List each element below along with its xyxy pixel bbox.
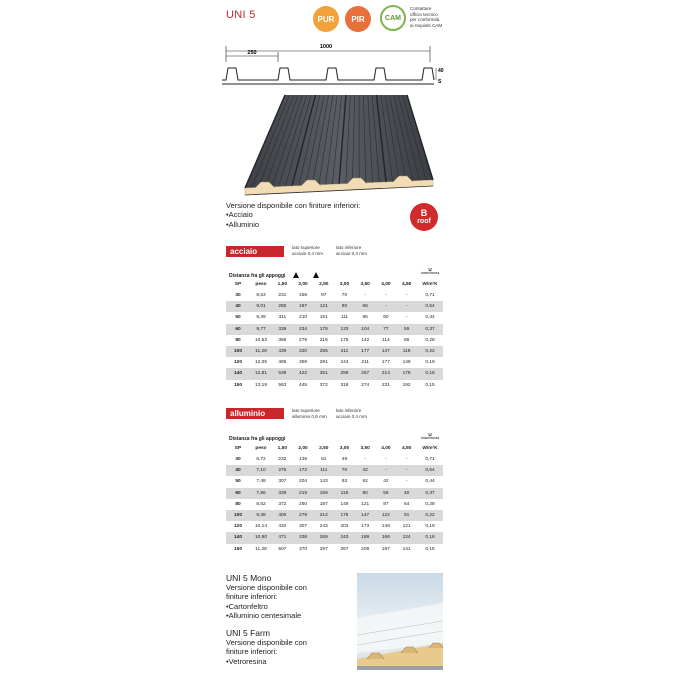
table-cell: 0,44 (425, 315, 435, 321)
table-cell: 173 (361, 524, 370, 530)
table-row (226, 476, 443, 487)
table-cell: - (405, 315, 408, 321)
table-row (226, 499, 443, 510)
column-header: peso (255, 282, 267, 287)
table-cell: 244 (340, 360, 349, 366)
table-cell: 121 (402, 524, 411, 530)
acciaio-lower-note: lato inferiore acciaio 0,4 mm (336, 245, 367, 256)
table-cell: 388 (278, 337, 287, 343)
table-cell: 12,05 (254, 360, 267, 366)
table-cell: 320 (293, 346, 314, 357)
table-cell: - (385, 457, 387, 463)
table-cell: 80 (235, 337, 241, 343)
table-cell: 118 (334, 488, 355, 499)
table-cell: 204 (299, 479, 308, 485)
table-cell: 0,37 (417, 324, 443, 335)
table-cell: 0,22 (417, 510, 443, 521)
table-cell: 7,48 (256, 479, 266, 485)
acciaio-tag: acciaio (226, 246, 284, 257)
table-cell: 104 (355, 324, 376, 335)
table-cell: 339 (272, 488, 293, 499)
table-cell: 120 (233, 524, 242, 530)
table-cell: 279 (293, 510, 314, 521)
table-cell: 50 (235, 479, 241, 485)
column-header: 3,00 (339, 282, 350, 287)
pur-badge: PUR (313, 6, 339, 32)
table-cell: - (376, 465, 397, 476)
table-cell: 0,16 (417, 532, 443, 543)
table-row (226, 290, 443, 301)
table-cell: 150 (233, 546, 242, 552)
column-header: 4,50 (401, 282, 412, 287)
table-cell: 211 (361, 360, 369, 366)
table-cell: 80 (235, 501, 241, 507)
alluminio-lower-note: lato inferiore acciaio 0,4 mm (336, 408, 367, 419)
table-cell: 11,28 (255, 546, 267, 552)
table-cell: - (405, 479, 408, 485)
pir-badge: PIR (345, 6, 371, 32)
table-cell: 121 (313, 301, 334, 312)
table-cell: 62 (362, 479, 368, 485)
table-cell: - (396, 301, 417, 312)
profile-diagram (222, 36, 444, 86)
table-cell: 40 (396, 488, 417, 499)
table-header-row (226, 443, 443, 454)
table-cell: 149 (381, 524, 390, 530)
alluminio-table (226, 443, 443, 555)
table-cell: - (405, 457, 408, 463)
table-cell: 274 (361, 382, 370, 388)
table-cell: 50 (235, 315, 241, 321)
acciaio-upper-note: lato superiore acciaio 0,4 mm (292, 245, 323, 256)
width-label: 1000 (319, 44, 333, 50)
table-cell: 91 (396, 510, 417, 521)
profile-outline (222, 68, 434, 80)
table-cell: 372 (278, 501, 287, 507)
table-cell: 192 (402, 382, 411, 388)
table-cell: 7,10 (250, 465, 272, 476)
table-cell: - (364, 457, 366, 463)
table-cell: 77 (376, 324, 397, 335)
table-cell: 120 (233, 360, 242, 366)
table-cell: 338 (293, 532, 314, 543)
table-cell: 42 (383, 479, 389, 485)
table-row (226, 357, 443, 368)
table-cell: 257 (355, 368, 376, 379)
table-cell: 0,71 (425, 457, 435, 463)
table-cell: - (385, 293, 387, 299)
table-cell: 0,15 (425, 382, 435, 388)
table-row (226, 454, 443, 465)
column-header: 4,50 (401, 446, 412, 451)
table-cell: 291 (319, 360, 328, 366)
table-row (226, 488, 443, 499)
table-cell: 64 (403, 501, 410, 507)
table-cell: 177 (355, 346, 376, 357)
table-cell: 307 (299, 524, 308, 530)
table-row (226, 335, 443, 346)
table-cell: 87 (383, 501, 389, 507)
table-cell: 209 (361, 546, 370, 552)
product-title: UNI 5 (226, 9, 256, 21)
farm-body: Versione disponibile con finiture inferiori: •Vetroresina (226, 638, 307, 666)
table-cell: 151 (319, 315, 328, 321)
column-header: 2,00 (298, 282, 308, 287)
thickness-label: S (438, 79, 442, 85)
table-cell: 178 (313, 324, 334, 335)
alluminio-upper-note: lato superiore alluminio 0,6 mm (292, 408, 327, 419)
table-cell: 299 (334, 368, 355, 379)
table-cell: 70 (334, 465, 355, 476)
table-cell: 276 (272, 465, 293, 476)
mono-title: UNI 5 Mono (226, 573, 272, 583)
table-cell: 114 (382, 337, 390, 343)
table-cell: 100 (226, 346, 250, 357)
table-cell: 149 (340, 501, 349, 507)
table-cell: 0,44 (425, 479, 435, 485)
table-cell: 86 (403, 337, 410, 343)
table-cell: 189 (355, 532, 376, 543)
table-row (226, 346, 443, 357)
table-row (226, 544, 443, 555)
table-cell: 231 (278, 293, 287, 299)
table-cell: 177 (381, 360, 390, 366)
table-cell: 10,53 (254, 337, 267, 343)
table-cell: 0,15 (425, 546, 435, 552)
table-cell: 136 (299, 457, 308, 463)
panel-detail-photo (357, 573, 443, 670)
table-cell: 232 (278, 457, 287, 463)
table-cell: 10,14 (254, 524, 267, 530)
table-cell: 307 (278, 479, 287, 485)
table-cell: 422 (293, 368, 314, 379)
acciaio-u-header: U trasmittanza (420, 267, 440, 276)
column-header: SP (234, 446, 242, 451)
table-cell: 100 (226, 510, 250, 521)
table-cell: 563 (278, 382, 287, 388)
table-cell: 9,39 (256, 315, 266, 321)
table-cell: 187 (293, 301, 314, 312)
acciaio-table (226, 279, 443, 391)
table-cell: 297 (319, 546, 328, 552)
table-cell: 149 (402, 360, 411, 366)
table-cell: 81 (321, 457, 327, 463)
table-cell: 255 (313, 346, 334, 357)
table-cell: 351 (313, 368, 334, 379)
table-cell: 111 (313, 465, 334, 476)
table-cell: 9,77 (250, 324, 272, 335)
table-cell: 219 (293, 488, 314, 499)
table-cell: 119 (396, 346, 417, 357)
table-cell: 280 (272, 301, 293, 312)
table-cell: 49 (341, 457, 348, 463)
table-cell: 210 (299, 315, 308, 321)
table-cell: 214 (376, 368, 397, 379)
table-cell: 445 (299, 382, 308, 388)
table-cell: 178 (396, 368, 417, 379)
table-cell: 42 (355, 465, 376, 476)
table-cell: 432 (278, 524, 287, 530)
table-cell: 176 (334, 510, 355, 521)
table-cell: 66 (355, 301, 376, 312)
support-arrow-icon (313, 272, 319, 278)
table-cell: 187 (319, 501, 328, 507)
table-cell: 122 (376, 510, 397, 521)
support-arrow-icon (293, 272, 299, 278)
table-cell: 489 (278, 360, 287, 366)
column-header: 3,50 (360, 446, 370, 451)
table-cell: 60 (226, 488, 250, 499)
table-cell: 311 (278, 315, 287, 321)
column-header: 2,50 (319, 446, 329, 451)
table-cell: 7,86 (250, 488, 272, 499)
column-header: peso (255, 446, 267, 451)
table-cell: 40 (226, 301, 250, 312)
table-cell: 143 (319, 479, 328, 485)
table-cell: 97 (321, 293, 327, 299)
table-cell: 0,28 (425, 337, 435, 343)
table-cell: 0,71 (425, 293, 435, 299)
panel-render (225, 92, 435, 197)
table-cell: 156 (299, 293, 308, 299)
table-cell: 140 (226, 368, 250, 379)
table-row (226, 532, 443, 543)
table-cell: 372 (319, 382, 328, 388)
table-cell: - (396, 465, 417, 476)
alluminio-tag: alluminio (226, 408, 284, 419)
table-cell: - (376, 301, 397, 312)
table-cell: - (405, 293, 408, 299)
table-cell: 159 (313, 488, 334, 499)
table-cell: 279 (299, 337, 308, 343)
table-cell: 70 (341, 293, 348, 299)
table-cell: 0,19 (425, 360, 435, 366)
broof-badge: B roof (410, 203, 438, 231)
table-cell: 216 (319, 337, 328, 343)
table-cell: 60 (383, 315, 389, 321)
table-cell: 269 (313, 532, 334, 543)
table-cell: 40 (226, 465, 250, 476)
table-cell: 243 (319, 524, 328, 530)
table-cell: 141 (402, 546, 411, 552)
table-cell: 214 (313, 510, 334, 521)
table-cell: 250 (299, 501, 308, 507)
table-cell: 30 (235, 457, 241, 463)
table-cell: 471 (272, 532, 293, 543)
acciaio-distance-label: Distanza fra gli appoggi (229, 273, 286, 279)
table-cell: 166 (376, 532, 397, 543)
table-cell: 124 (396, 532, 417, 543)
column-header: 4,00 (381, 446, 391, 451)
table-cell: 0,19 (425, 524, 435, 530)
table-cell: 370 (299, 546, 308, 552)
cam-note: Contattare ufficio tecnico per conformità ai requisiti CAM (410, 6, 443, 29)
table-cell: 336 (272, 324, 293, 335)
table-cell: 243 (334, 532, 355, 543)
table-cell: 0,28 (425, 501, 435, 507)
table-cell: 60 (226, 324, 250, 335)
column-header: W/m²K (422, 446, 438, 451)
versions-block: Versione disponibile con finiture inferiori: •Acciaio •Alluminio (226, 201, 361, 229)
table-cell: 203 (340, 524, 349, 530)
table-cell: 9,01 (250, 301, 272, 312)
table-cell: 90 (334, 301, 355, 312)
table-cell: 318 (340, 382, 349, 388)
table-cell: 175 (340, 337, 349, 343)
table-cell: 56 (396, 324, 417, 335)
column-header: 3,50 (360, 282, 370, 287)
table-cell: 172 (293, 465, 314, 476)
table-cell: 8,63 (256, 293, 266, 299)
table-cell: 0,37 (417, 488, 443, 499)
table-row (226, 324, 443, 335)
table-cell: 267 (340, 546, 349, 552)
table-cell: 10,90 (250, 532, 272, 543)
column-header: 3,00 (339, 446, 350, 451)
table-cell: 539 (272, 368, 293, 379)
column-header: W/m²K (422, 282, 438, 287)
table-cell: 231 (381, 382, 390, 388)
table-cell: 133 (334, 324, 355, 335)
table-cell: 12,81 (250, 368, 272, 379)
table-cell: 6,72 (256, 457, 266, 463)
table-row (226, 521, 443, 532)
column-header: SP (234, 282, 242, 287)
table-cell: 147 (355, 510, 376, 521)
table-cell: 140 (226, 532, 250, 543)
table-cell: 80 (355, 488, 376, 499)
table-cell: 93 (341, 479, 348, 485)
column-header: 4,00 (381, 282, 391, 287)
table-row (226, 368, 443, 379)
table-cell: 56 (376, 488, 397, 499)
alluminio-distance-label: Distanza fra gli appoggi (229, 436, 286, 442)
table-cell: 147 (376, 346, 397, 357)
column-header: 2,50 (319, 282, 329, 287)
table-cell: 0,16 (417, 368, 443, 379)
table-cell: 150 (233, 382, 242, 388)
table-cell: 121 (361, 501, 370, 507)
table-cell: 359 (299, 360, 308, 366)
table-cell: 13,19 (254, 382, 267, 388)
table-cell: - (364, 293, 366, 299)
table-row (226, 510, 443, 521)
table-cell: 507 (278, 546, 287, 552)
height-label: 40 (438, 68, 444, 74)
table-cell: 439 (272, 346, 293, 357)
table-row (226, 380, 443, 391)
table-cell: 187 (381, 546, 390, 552)
table-cell: 234 (293, 324, 314, 335)
table-cell: 0,54 (417, 301, 443, 312)
table-cell: 8,62 (256, 501, 266, 507)
table-cell: 400 (272, 510, 293, 521)
table-cell: 211 (334, 346, 355, 357)
mono-body: Versione disponibile con finiture inferiori: •Cartonfeltro •Alluminio centesimale (226, 583, 307, 621)
column-header: 2,00 (298, 446, 308, 451)
farm-title: UNI 5 Farm (226, 628, 270, 638)
table-cell: 0,22 (417, 346, 443, 357)
table-row (226, 312, 443, 323)
alluminio-u-header: U trasmittanza (420, 432, 440, 441)
table-cell: 142 (361, 337, 370, 343)
table-cell: 111 (340, 315, 349, 321)
table-cell: 0,54 (417, 465, 443, 476)
table-cell: 9,38 (250, 510, 272, 521)
column-header: 1,50 (277, 446, 288, 451)
table-cell: 85 (362, 315, 368, 321)
table-header-row (226, 279, 443, 290)
table-cell: 11,29 (250, 346, 272, 357)
table-row (226, 301, 443, 312)
table-cell: 30 (235, 293, 241, 299)
pitch-label: 250 (247, 50, 257, 56)
column-header: 1,50 (277, 282, 288, 287)
table-row (226, 465, 443, 476)
cam-badge: CAM (380, 5, 406, 31)
